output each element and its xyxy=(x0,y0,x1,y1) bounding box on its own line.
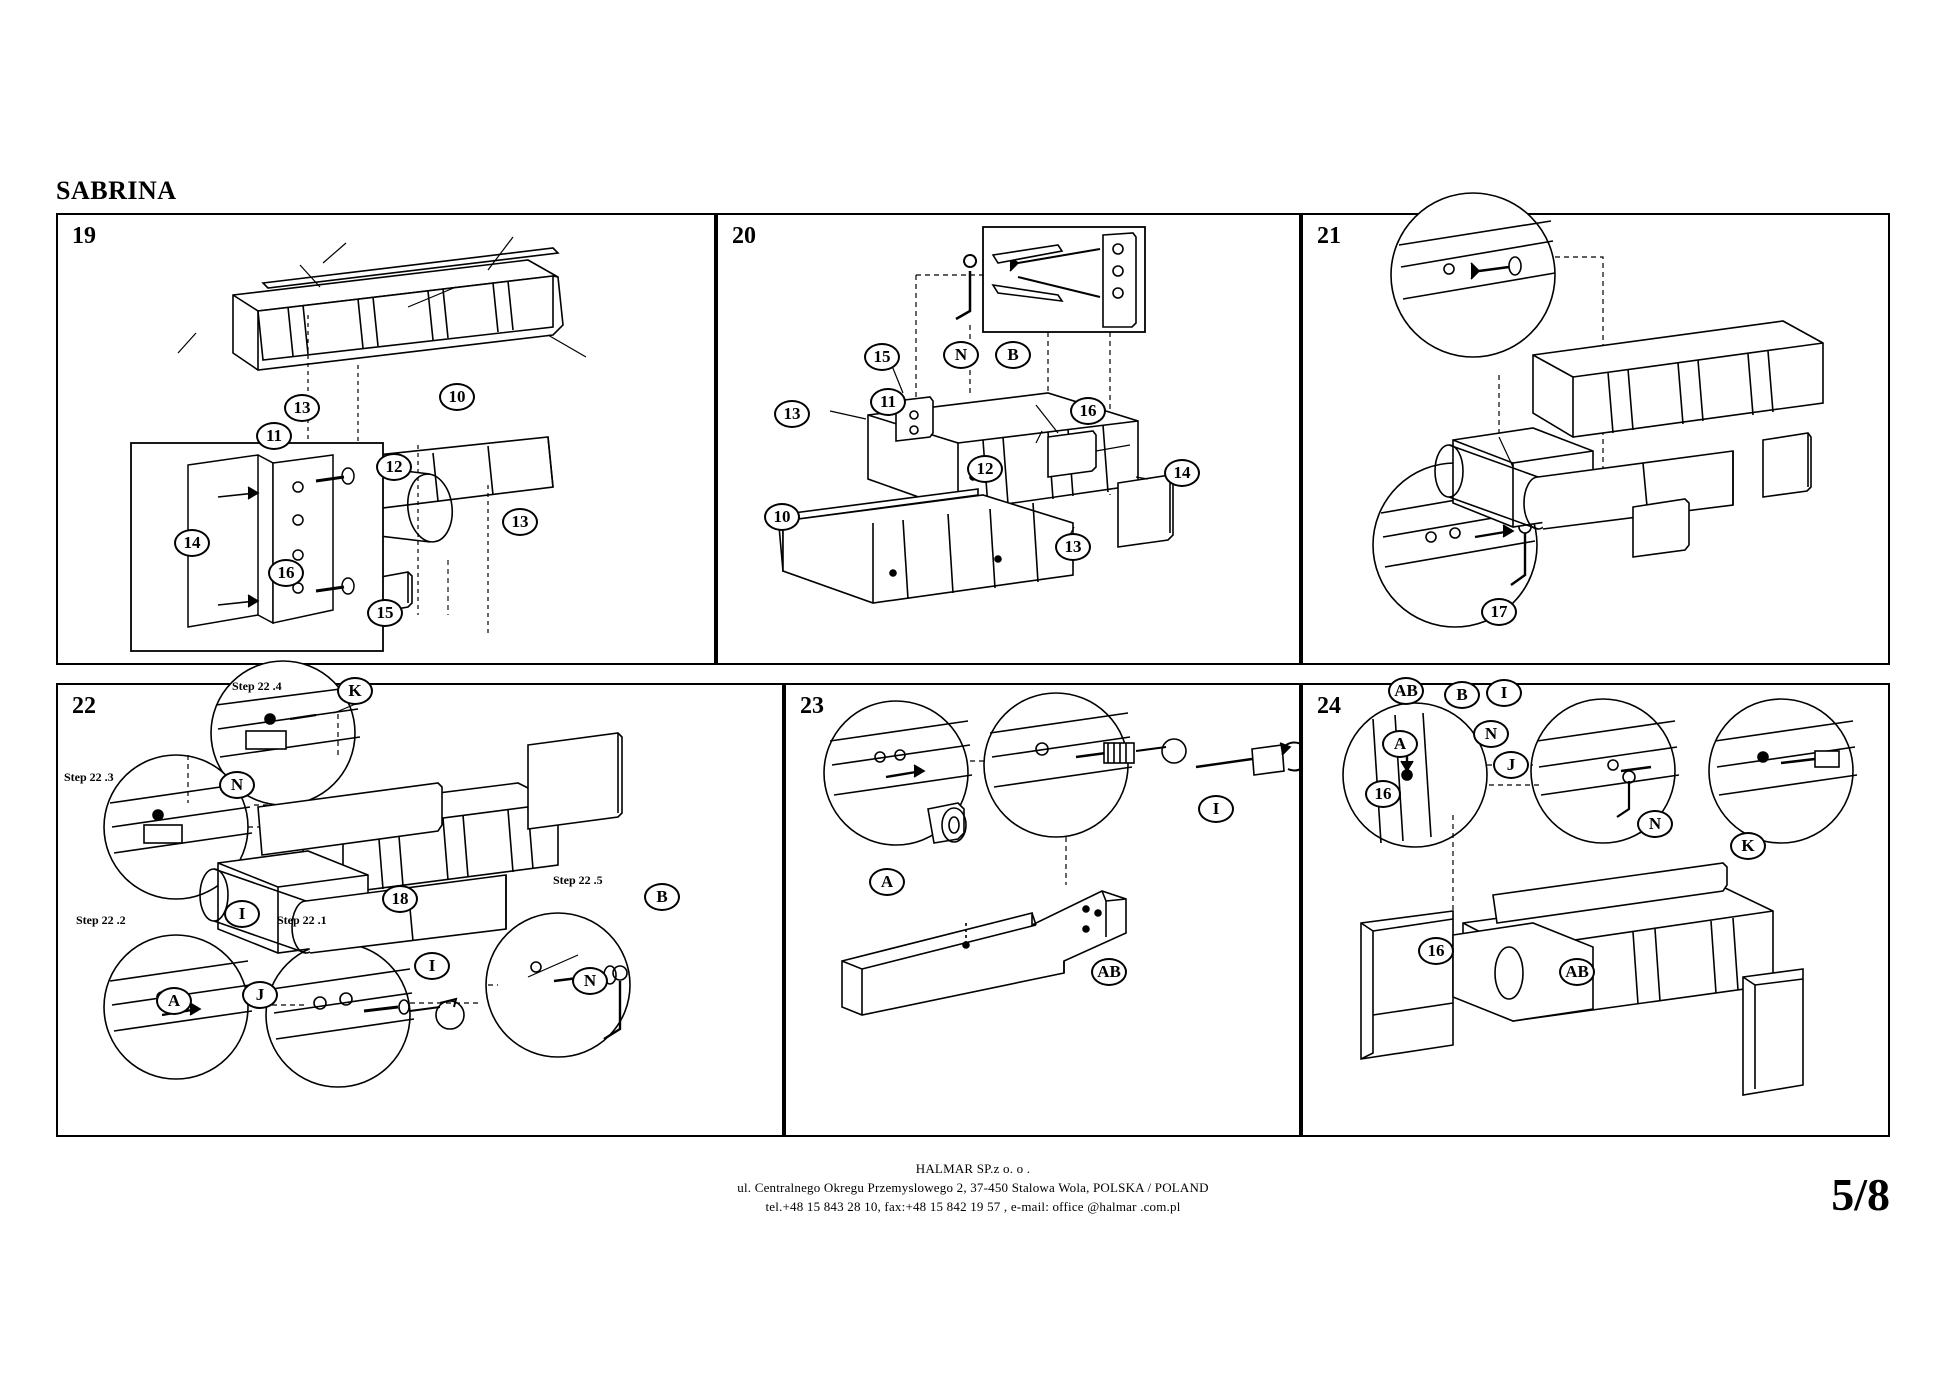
footer-address: ul. Centralnego Okregu Przemyslowego 2, 37-450 Stalowa Wola, POLSKA / POLAND xyxy=(737,1179,1209,1195)
callout-12: 12 xyxy=(376,453,412,481)
page-title: SABRINA xyxy=(56,176,177,205)
footer-company: HALMAR SP.z o. o . xyxy=(915,1161,1031,1176)
callout-16: 16 xyxy=(1070,397,1106,425)
panel-21-diagram xyxy=(1303,215,1892,667)
panel-number: 22 xyxy=(72,693,96,719)
callout-18: 18 xyxy=(382,885,418,913)
callout-A: A xyxy=(1382,730,1418,758)
panel-number: 19 xyxy=(72,223,96,249)
callout-J: J xyxy=(242,981,278,1009)
callout-I: I xyxy=(1198,795,1234,823)
callout-11: 11 xyxy=(870,388,906,416)
step-label-22-5: Step 22 .5 xyxy=(553,873,603,887)
footer-contact: tel.+48 15 843 28 10, fax:+48 15 842 19 57 , e-mail: office @halmar .com.pl xyxy=(765,1198,1181,1214)
callout-AB: AB xyxy=(1388,677,1424,705)
callout-14: 14 xyxy=(1164,459,1200,487)
callout-13-a: 13 xyxy=(284,394,320,422)
step-label-22-3: Step 22 .3 xyxy=(64,770,114,784)
callout-K: K xyxy=(337,677,373,705)
panel-number: 24 xyxy=(1317,693,1341,719)
callout-I: I xyxy=(224,900,260,928)
callout-N: N xyxy=(219,771,255,799)
panel-step-22 xyxy=(56,679,784,1137)
panel-22-diagram xyxy=(58,685,786,1139)
callout-N: N xyxy=(943,341,979,369)
callout-15: 15 xyxy=(864,343,900,371)
callout-13-b: 13 xyxy=(502,508,538,536)
callout-A: A xyxy=(156,987,192,1015)
panel-step-20 xyxy=(716,213,1301,665)
callout-I-b: I xyxy=(414,952,450,980)
panel-number: 21 xyxy=(1317,223,1341,249)
panel-20-diagram xyxy=(718,215,1303,667)
callout-10: 10 xyxy=(764,503,800,531)
callout-B: B xyxy=(1444,681,1480,709)
callout-12: 12 xyxy=(967,455,1003,483)
panel-number: 20 xyxy=(732,223,756,249)
callout-AB: AB xyxy=(1091,958,1127,986)
panel-step-24 xyxy=(1301,683,1890,1137)
panel-step-19 xyxy=(56,213,716,665)
step-label-22-4: Step 22 .4 xyxy=(232,679,282,693)
panel-23-diagram xyxy=(786,685,1303,1139)
callout-13-b: 13 xyxy=(1055,533,1091,561)
callout-17: 17 xyxy=(1481,598,1517,626)
callout-B: B xyxy=(995,341,1031,369)
callout-K: K xyxy=(1730,832,1766,860)
callout-16: 16 xyxy=(1365,780,1401,808)
callout-16-b: 16 xyxy=(1418,937,1454,965)
callout-11: 11 xyxy=(256,422,292,450)
footer xyxy=(0,1160,1946,1217)
callout-14: 14 xyxy=(174,529,210,557)
callout-B: B xyxy=(644,883,680,911)
callout-15: 15 xyxy=(367,599,403,627)
callout-13: 13 xyxy=(774,400,810,428)
panel-number: 23 xyxy=(800,693,824,719)
callout-AB-b: AB xyxy=(1559,958,1595,986)
callout-N: N xyxy=(1637,810,1673,838)
callout-10: 10 xyxy=(439,383,475,411)
step-label-22-2: Step 22 .2 xyxy=(76,913,126,927)
step-label-22-1: Step 22 .1 xyxy=(277,913,327,927)
callout-N: N xyxy=(1473,720,1509,748)
callout-A: A xyxy=(869,868,905,896)
callout-N-b: N xyxy=(572,967,608,995)
panel-step-23 xyxy=(784,683,1301,1137)
callout-J: J xyxy=(1493,751,1529,779)
callout-16: 16 xyxy=(268,559,304,587)
page-number: 5/8 xyxy=(1831,1169,1890,1220)
callout-I: I xyxy=(1486,679,1522,707)
